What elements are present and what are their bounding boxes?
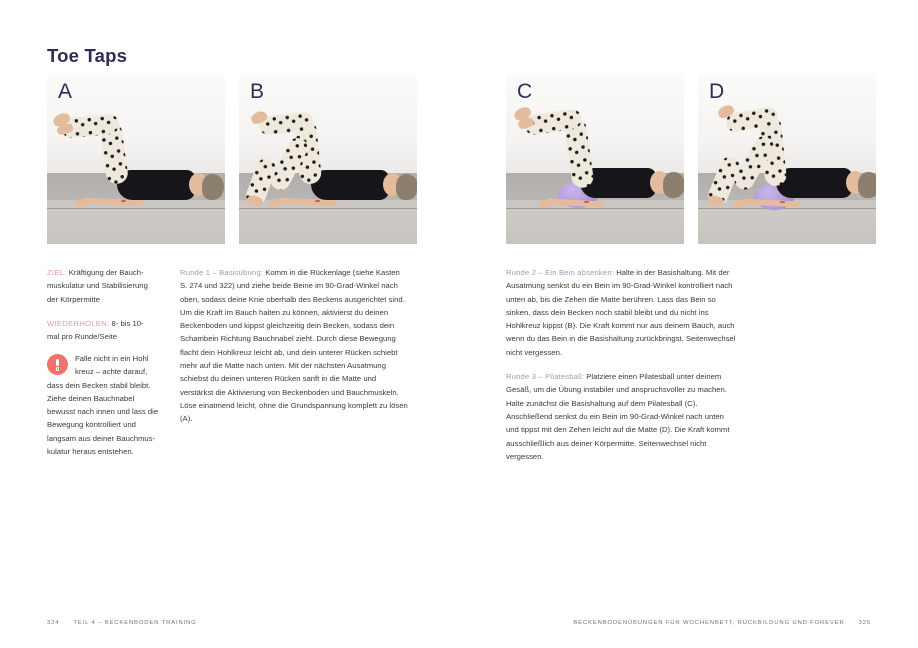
round-one-text: Komm in die Rückenlage (siehe Kasten S. 274 und 322) und ziehe beide Beine im 90-Grad-Winkel nach oben, sodass deine Knie oberhalb des Beckens ausgerichtet sind. Um die Kraft im Bauch halten zu können, aktivierst du deinen Beckenboden und kippst gleichzeitig dein Becken, sodass dein Schambein Richtung Bauchnabel zieht. Durch diese Bewegung flacht dein Hohlkreuz leicht ab, und dein unterer Rücken schiebt mehr auf die Matte nach unten. Mit der nächsten Ausatmung schiebst du deinen unteren Rücken sanft in die Matte und verstärkst die Aktivierung von Beckenboden und Bauchmuskeln. Löse einatmend leicht, ohne die Grundspannung komplett zu lösen (A). (180, 268, 408, 424)
photo-d-illustration (698, 74, 876, 244)
photo-panel-a (47, 74, 225, 244)
right-page (459, 0, 918, 648)
photo-a-illustration (47, 74, 225, 244)
round-three-paragraph (506, 370, 738, 463)
warning-rest: dass dein Becken stabil bleibt. Ziehe deinen Bauchnabel bewusst nach innen und lass die Bewegung kontrolliert und langsam aus deiner Bauchmuskulatur heraus entstehen. (47, 380, 159, 457)
round-two-paragraph (506, 266, 738, 359)
round-three-label: Runde 3 – Pilatesball: (506, 372, 585, 382)
photo-c-illustration (506, 74, 684, 244)
photo-letter-d: D (709, 80, 725, 103)
photo-panel-d (698, 74, 876, 244)
photo-row-right (506, 74, 876, 244)
warning-line-one: Falle nicht in ein Hohl (75, 354, 149, 363)
round-two-text: Halte in der Basishaltung. Mit der Ausatmung senkst du ein Bein im 90-Grad-Winkel kontrolliert nach unten ab, bis die Zehen die Matte berühren. Lass das Bein so sinken, dass dein Becken noch stabil bleibt und du nicht ins Hohlkreuz kippst (B). Die Kraft kommt nur aus deinem Bauch, auch wenn du das Bein in die Basishaltung zurückbringst. Seitenwechsel nicht vergessen. (506, 268, 736, 357)
reps-label: WIEDERHOLEN: (47, 318, 110, 328)
footer-left-text: TEIL 4 – BECKENBODEN TRAINING (73, 620, 197, 626)
footer-right (573, 620, 871, 626)
column-round-two-three (506, 266, 738, 463)
page-title: Toe Taps (47, 45, 128, 66)
goal-text: Kräftigung der Bauchmuskulatur und Stabilisierung der Körpermitte (47, 268, 148, 304)
photo-letter-a: A (58, 80, 73, 103)
footer-left (47, 620, 197, 626)
column-goal-reps (47, 266, 155, 343)
photo-letter-b: B (250, 80, 265, 103)
round-one-label: Runde 1 – Basisübung: (180, 268, 264, 277)
reps-paragraph (47, 317, 155, 344)
exclamation-circle-icon (47, 354, 68, 375)
warning-line-two: kreuz – achte darauf, (75, 367, 148, 377)
goal-paragraph (47, 266, 155, 306)
reps-text: 8- bis 10-mal pro Runde/Seite (47, 318, 144, 342)
round-two-label: Runde 2 – Ein Bein absenken: (506, 268, 615, 277)
footer-right-text: BECKENBODENÜBUNGEN FÜR WOCHENBETT, RÜCKBILDUNG UND FOREVER (573, 620, 845, 626)
photo-b-illustration (239, 74, 417, 244)
photo-panel-c (506, 74, 684, 244)
round-three-text: Platziere einen Pilatesball unter deinem Gesäß, um die Übung instabiler und anspruchsvoller zu machen. Halte zunächst die Basishaltung auf dem Pilatesball (C). Anschließend senkst du ein Bein im 90-Grad-Winkel nach unten und tippst mit den Zehen leicht auf die Matte (D). Die Kraft kommt ausschließlich aus deiner Körpermitte. Seitenwechsel nicht vergessen. (506, 372, 730, 461)
photo-letter-c: C (517, 80, 533, 103)
goal-label: ZIEL: (47, 268, 67, 277)
photo-row-left (47, 74, 417, 244)
page-number-right: 325 (858, 620, 871, 626)
photo-panel-b (239, 74, 417, 244)
column-round-one (180, 266, 408, 426)
page-number-left: 324 (47, 620, 60, 626)
warning-note (47, 352, 159, 458)
round-one-paragraph (180, 266, 408, 426)
